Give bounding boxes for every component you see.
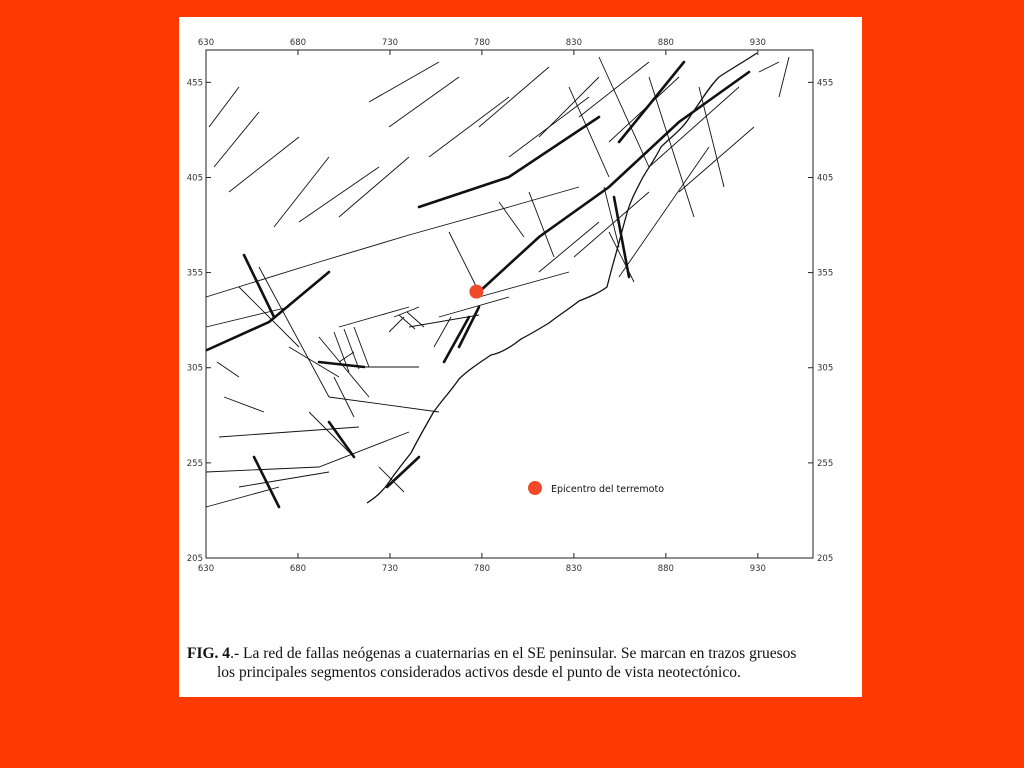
top-axis-ticks	[198, 38, 766, 55]
x-tick-label: 880	[657, 564, 674, 574]
x-tick-label: 780	[473, 38, 491, 48]
y-tick-label: 205	[186, 554, 203, 564]
figure-caption	[187, 644, 853, 682]
active-faults	[207, 62, 749, 507]
y-tick-label: 205	[817, 554, 834, 564]
legend-epicenter-symbol	[528, 481, 542, 495]
map-frame	[206, 50, 813, 558]
x-tick-label: 880	[657, 38, 674, 48]
right-axis-ticks	[808, 78, 833, 564]
x-tick-label: 630	[197, 564, 215, 574]
left-axis-ticks	[187, 78, 211, 564]
coastline	[367, 53, 757, 503]
y-tick-label: 405	[817, 173, 834, 184]
legend	[528, 481, 664, 495]
x-tick-label: 730	[381, 38, 399, 48]
x-tick-label: 680	[289, 38, 307, 48]
y-tick-label: 455	[186, 78, 203, 89]
y-tick-label: 305	[817, 363, 834, 374]
x-tick-label: 930	[749, 564, 766, 574]
y-tick-label: 255	[817, 458, 834, 469]
caption-figure-label: FIG. 4	[187, 645, 231, 662]
bottom-axis-ticks	[198, 553, 766, 574]
x-tick-label: 930	[749, 38, 766, 48]
y-tick-label: 355	[817, 268, 834, 279]
x-tick-label: 630	[197, 38, 215, 48]
x-tick-label: 830	[565, 38, 582, 48]
fault-map	[179, 17, 862, 627]
y-tick-label: 455	[817, 78, 834, 89]
x-tick-label: 830	[565, 564, 582, 574]
y-tick-label: 255	[186, 458, 203, 469]
legend-epicenter-label: Epicentro del terremoto	[551, 484, 665, 495]
figure-panel	[179, 17, 862, 697]
y-tick-label: 355	[186, 268, 203, 279]
epicenter-marker	[469, 285, 483, 299]
x-tick-label: 730	[381, 564, 399, 574]
y-tick-label: 305	[186, 363, 203, 374]
y-tick-label: 405	[186, 173, 203, 184]
x-tick-label: 780	[473, 564, 491, 574]
caption-line-1: .- La red de fallas neógenas a cuaternarias en el SE peninsular. Se marcan en trazos gruesos	[230, 645, 797, 662]
x-tick-label: 680	[289, 564, 307, 574]
minor-faults	[206, 57, 789, 507]
caption-line-2: los principales segmentos considerados activos desde el punto de vista neotectónico.	[217, 664, 741, 681]
